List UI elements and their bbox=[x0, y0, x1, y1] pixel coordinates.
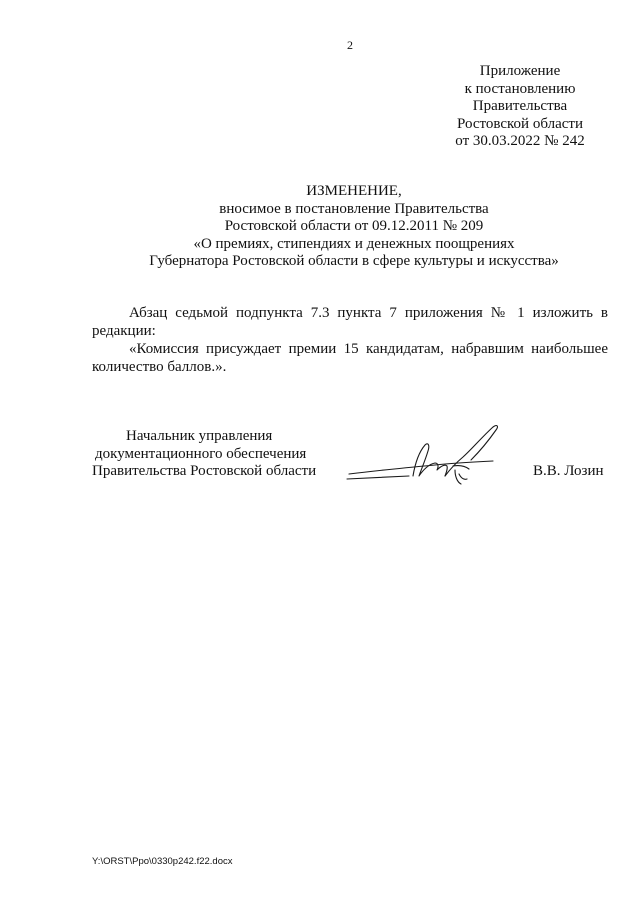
body-paragraph-new-text: «Комиссия присуждает премии 15 кандидатам, набравшим наибольшее количество баллов.». bbox=[92, 341, 608, 375]
title-line: «О премиях, стипендиях и денежных поощрениях bbox=[193, 235, 515, 252]
file-path-footer: Y:\ORST\Ppo\0330p242.f22.docx bbox=[92, 856, 233, 867]
signer-position-line: Начальник управления bbox=[126, 428, 273, 444]
handwritten-signature bbox=[343, 418, 507, 500]
title-heading: ИЗМЕНЕНИЕ, bbox=[306, 183, 402, 199]
signer-position-line: Правительства Ростовской области bbox=[92, 463, 317, 480]
appendix-line: Ростовской области bbox=[457, 115, 583, 132]
signer-name: В.В. Лозин bbox=[533, 463, 604, 479]
title-line: Ростовской области от 09.12.2011 № 209 bbox=[224, 218, 484, 235]
body-paragraph-amendment: Абзац седьмой подпункта 7.3 пункта 7 приложения № 1 изложить в редакции: bbox=[92, 305, 608, 339]
appendix-line: Правительства bbox=[472, 98, 568, 115]
appendix-line: от 30.03.2022 № 242 bbox=[455, 133, 585, 150]
page-number: 2 bbox=[347, 38, 353, 52]
appendix-line: к постановлению bbox=[464, 80, 576, 97]
document-title bbox=[80, 183, 628, 271]
appendix-header bbox=[440, 63, 600, 151]
signer-position-line: документационного обеспечения bbox=[95, 445, 307, 462]
title-line: вносимое в постановление Правительства bbox=[219, 200, 489, 217]
title-line: Губернатора Ростовской области в сфере культуры и искусства» bbox=[149, 253, 559, 270]
appendix-line: Приложение bbox=[479, 63, 561, 79]
signer-position bbox=[92, 428, 316, 481]
